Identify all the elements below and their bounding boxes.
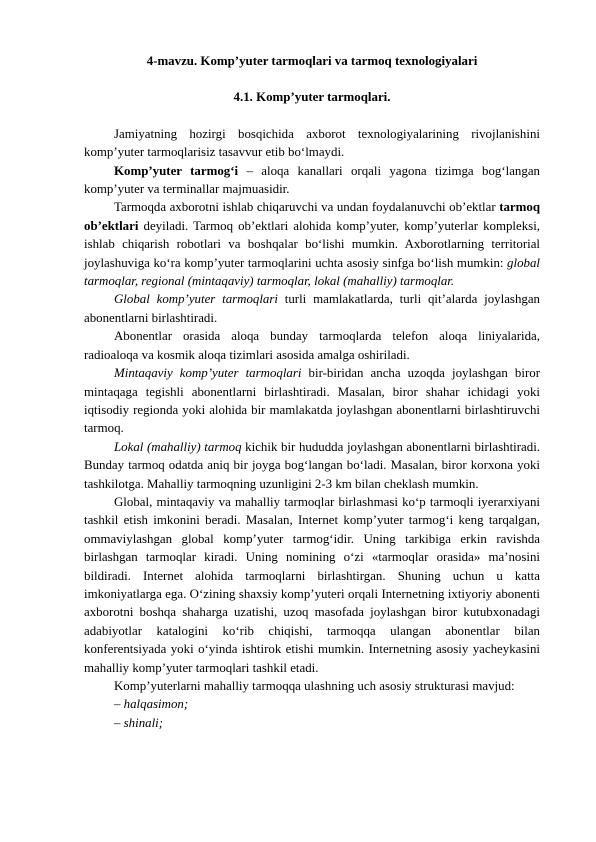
list-item-bus: – shinali;: [114, 715, 164, 730]
list-item-ring: – halqasimon;: [114, 697, 189, 712]
paragraph-global-networks: [84, 290, 540, 327]
paragraph-topologies-intro: [84, 677, 540, 695]
network-classes-list: global tarmoqlar, regional (mintaqaviy) tarmoqlar, lokal (mahalliy) tarmoqlar.: [84, 255, 540, 289]
defined-term: tarmoq ob’ektlari: [84, 200, 540, 233]
topic-title: Komp’yuter tarmoqlari va tarmoq texnologiyalari: [200, 54, 478, 68]
section-heading: 4.1. Komp’yuter tarmoqlari.: [233, 90, 391, 105]
paragraph-subscriber-links: [84, 327, 540, 364]
paragraph-text: Jamiyatning hozirgi bosqichida axborot texnologiyalarining rivojlanishini komp’yuter tarmoqlarisiz tasavvur etib bo‘lmaydi.: [84, 126, 540, 160]
paragraph-text: deyiladi. Tarmoq ob’ektlari alohida komp’yuter, komp’yuterlar kompleksi, ishlab chiqarish robotlari va boshqalar bo‘lishi mumkin. Axborotlarning territorial joylashuviga ko‘ra komp’yuter tarmoqlarini uchta asosiy sinfga bo‘lish mumkin:: [84, 218, 540, 270]
topic-separator: .: [193, 54, 201, 68]
paragraph-text: Global, mintaqaviy va mahalliy tarmoqlar birlashmasi ko‘p tarmoqli iyerarxiyani tashkil etish imkonini beradi. Masalan, Internet komp’yuter tarmog‘i keng tarqalgan, ommaviylashgan global komp’yuter tarmog‘idir. Uning tarkibiga erkin ravishda birlashgan tarmoqlar kiradi. Uning nomining o‘zi «tarmoqlar orasida» ma’nosini bildiradi. Internet alohida tarmoqlarni birlashtirgan. Shuning uchun u katta imkoniyatlarga ega. O‘zining shaxsiy komp’yuteri orqali Internetning ixtiyoriy abonenti axborotni boshqa shaharga uzatishi, uzoq masofada joylashgan biror kutubxonadagi adabiyotlar katalogini ko‘rib chiqishi, tarmoqqa ulangan abonentlar bilan konferentsiyada yoki o‘yinda ishtirok etishi mumkin. Internetning asosiy yacheykasini mahalliy komp’yuter tarmoqlari tashkil etadi.: [84, 494, 540, 675]
paragraph-text: Komp’yuterlarni mahalliy tarmoqqa ulashning uch asosiy strukturasi mavjud:: [114, 679, 515, 693]
paragraph-intro: [84, 125, 540, 162]
paragraph-text: turli mamlakatlarda, turli qit’alarda joylashgan abonentlarni birlashtiradi.: [84, 292, 540, 325]
defined-term: Lokal (mahalliy) tarmoq: [114, 439, 242, 454]
defined-term: Mintaqaviy komp’yuter tarmoqlari: [114, 366, 302, 381]
paragraph-text: Tarmoqda axborotni ishlab chiqaruvchi va undan foydalanuvchi ob’ektlar: [114, 200, 500, 215]
paragraph-text: Abonentlar orasida aloqa bunday tarmoqlarda telefon aloqa liniyalarida, radioaloqa va kosmik aloqa tizimlari asosida amalga oshiriladi.: [84, 329, 540, 362]
topic-number: 4-mavzu: [146, 54, 194, 68]
paragraph-text: bir-biridan ancha uzoqda joylashgan biror mintaqaga tegishli abonentlarni birlashtiradi. Masalan, biror shahar ichidagi yoki iqtisodiy regionda yoki alohida bir mamlakatda joylashgan abonentlarni birlashtiruvchi tarmoq.: [84, 366, 540, 436]
topic-heading: [84, 52, 540, 70]
defined-term: Komp’yuter tarmog‘i: [114, 163, 239, 178]
paragraph-network-definition: [84, 162, 540, 199]
paragraph-internet: [84, 493, 540, 677]
paragraph-network-objects: [84, 198, 540, 290]
defined-term: Global komp’yuter tarmoqlari: [114, 292, 278, 307]
paragraph-regional-networks: [84, 364, 540, 438]
paragraph-text: kichik bir hududda joylashgan abonentlarni birlashtiradi. Bunday tarmoq odatda aniq bir joyga bog‘langan bo‘ladi. Masalan, biror korxona yoki tashkilotga. Mahalliy tarmoqning uzunligini 2-3 km bilan cheklash mumkin.: [84, 439, 540, 491]
paragraph-local-networks: [84, 438, 540, 493]
paragraph-text: – aloqa kanallari orqali yagona tizimga bog‘langan komp’yuter va terminallar majmuasidir.: [84, 163, 540, 197]
